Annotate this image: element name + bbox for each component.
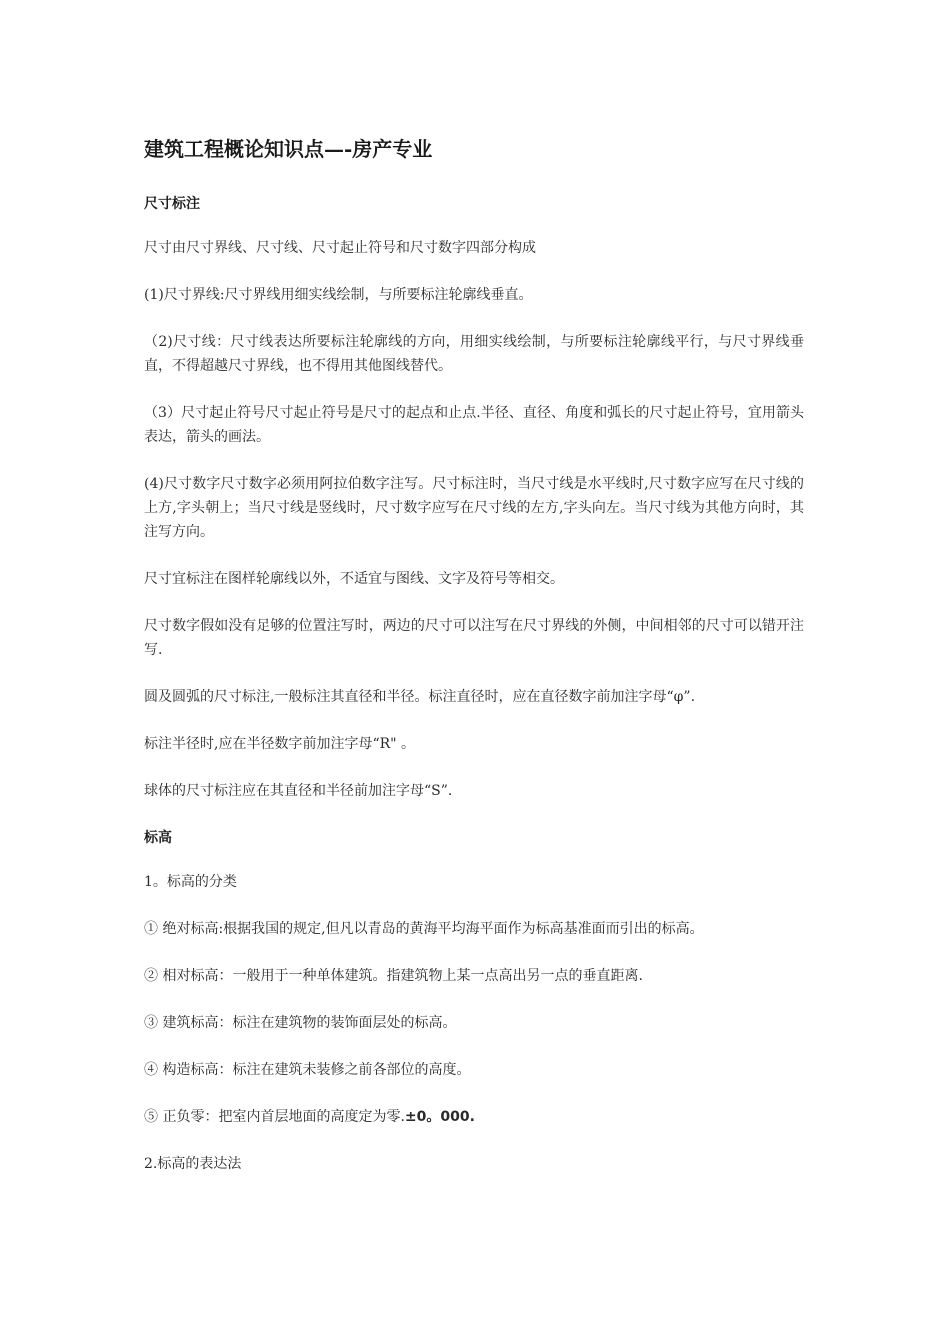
paragraph: （2)尺寸线：尺寸线表达所要标注轮廓线的方向，用细实线绘制，与所要标注轮廓线平行，与尺寸界线垂直，不得超越尺寸界线，也不得用其他图线替代。 (144, 334, 804, 374)
paragraph: 2.标高的表达法 (144, 1156, 242, 1172)
document-title: 建筑工程概论知识点—-房产专业 (144, 137, 433, 161)
section-elevation (144, 826, 804, 1176)
paragraph: ① 绝对标高:根据我国的规定,但凡以青岛的黄海平均海平面作为标高基准面而引出的标高。 (144, 921, 704, 937)
paragraph: （3）尺寸起止符号尺寸起止符号是尺寸的起点和止点.半径、直径、角度和弧长的尺寸起止符号，宜用箭头表达，箭头的画法。 (144, 405, 804, 445)
document-page (144, 132, 804, 1199)
paragraph-zero-level (144, 1105, 804, 1129)
section-dimension-annotation (144, 192, 804, 803)
section-heading-dimension: 尺寸标注 (144, 196, 200, 212)
paragraph: 尺寸数字假如没有足够的位置注写时，两边的尺寸可以注写在尺寸界线的外侧，中间相邻的尺寸可以错开注写. (144, 618, 804, 658)
paragraph: 1。标高的分类 (144, 874, 237, 890)
paragraph: ③ 建筑标高：标注在建筑物的装饰面层处的标高。 (144, 1015, 457, 1031)
paragraph: 圆及圆弧的尺寸标注,一般标注其直径和半径。标注直径时，应在直径数字前加注字母“φ”. (144, 689, 696, 705)
paragraph: ④ 构造标高：标注在建筑未装修之前各部位的高度。 (144, 1062, 471, 1078)
zero-level-text: ⑤ 正负零：把室内首层地面的高度定为零. (144, 1109, 405, 1125)
section-heading-elevation: 标高 (144, 830, 172, 846)
paragraph: 尺寸宜标注在图样轮廓线以外，不适宜与图线、文字及符号等相交。 (144, 571, 564, 587)
paragraph: (4)尺寸数字尺寸数字必须用阿拉伯数字注写。尺寸标注时，当尺寸线是水平线时,尺寸数字应写在尺寸线的上方,字头朝上；当尺寸线是竖线时，尺寸数字应写在尺寸线的左方,字头向左。当尺寸线为其他方向时，其注写方向。 (144, 476, 804, 540)
paragraph: 球体的尺寸标注应在其直径和半径前加注字母“S”. (144, 783, 453, 799)
paragraph: (1)尺寸界线:尺寸界线用细实线绘制，与所要标注轮廓线垂直。 (144, 287, 533, 303)
zero-level-value: ±0。000. (404, 1109, 475, 1125)
paragraph: 尺寸由尺寸界线、尺寸线、尺寸起止符号和尺寸数字四部分构成 (144, 240, 536, 256)
paragraph: 标注半径时,应在半径数字前加注字母“R" 。 (144, 736, 416, 752)
paragraph: ② 相对标高：一般用于一种单体建筑。指建筑物上某一点高出另一点的垂直距离. (144, 968, 643, 984)
